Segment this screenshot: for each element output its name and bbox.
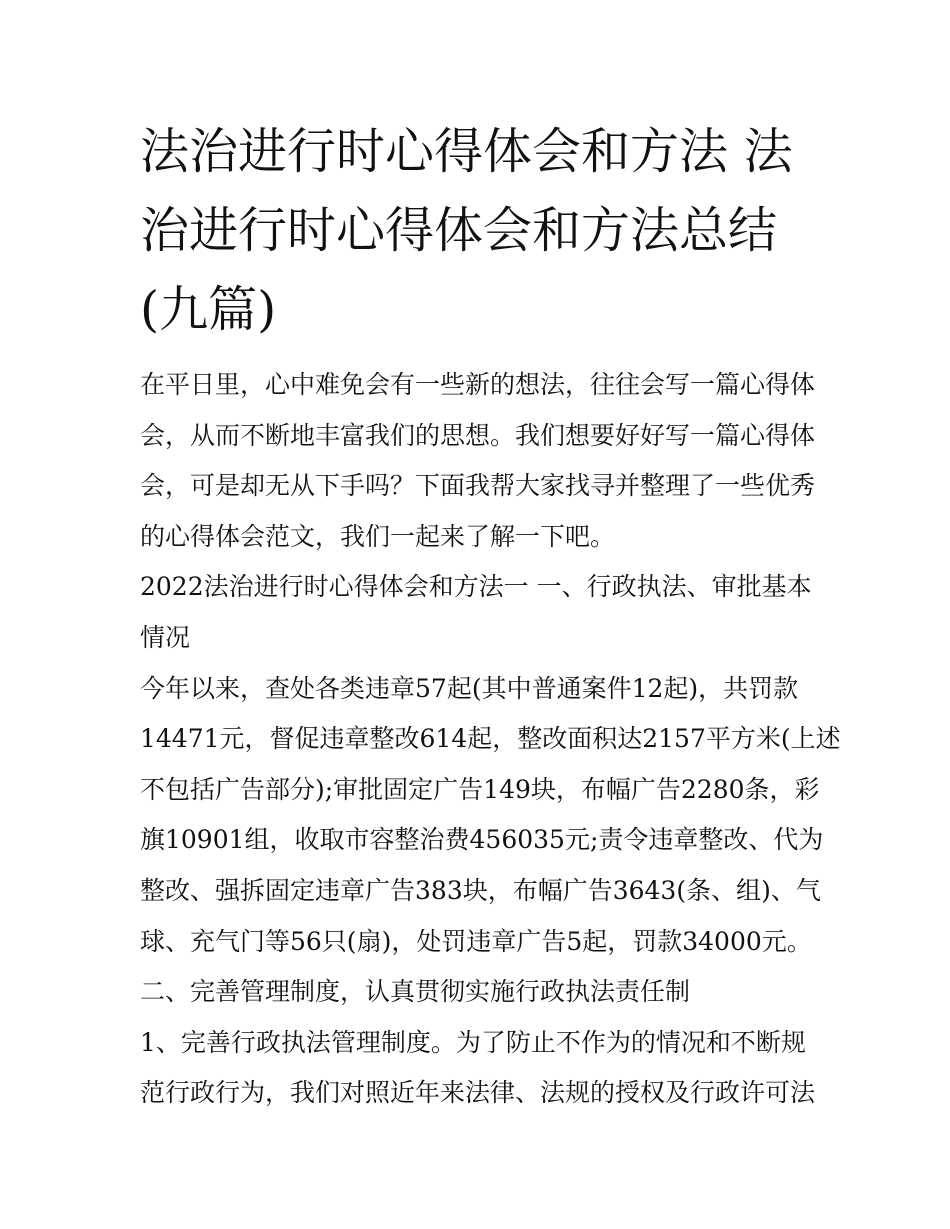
text-line: 范行政行为，我们对照近年来法律、法规的授权及行政许可法 xyxy=(140,1078,816,1108)
text-line: 的心得体会范文，我们一起来了解一下吧。 xyxy=(140,521,616,551)
paragraph-intro xyxy=(140,360,830,562)
text-line: 在平日里，心中难免会有一些新的想法，往往会写一篇心得体 xyxy=(140,370,816,399)
text-line: 会，从而不断地丰富我们的思想。我们想要好好写一篇心得体 xyxy=(140,420,816,450)
text-line: 今年以来，查处各类违章57起(其中普通案件12起)，共罚款 xyxy=(140,673,799,703)
section-heading-2 xyxy=(140,967,830,1018)
text-line: 旗10901组，收取市容整治费456035元;责令违章整改、代为 xyxy=(140,825,824,855)
text-line: 会，可是却无从下手吗？下面我帮大家找寻并整理了一些优秀 xyxy=(140,471,816,501)
text-line: 整改、强拆固定违章广告383块，布幅广告3643(条、组)、气 xyxy=(140,875,821,905)
text-line: 不包括广告部分);审批固定广告149块，布幅广告2280条，彩 xyxy=(140,774,820,804)
text-line: 2022法治进行时心得体会和方法一 一、行政执法、审批基本 xyxy=(140,572,812,602)
title-line: (九篇) xyxy=(140,281,277,338)
title-line: 法治进行时心得体会和方法 法 xyxy=(140,123,793,180)
text-line: 二、完善管理制度，认真贯彻实施行政执法责任制 xyxy=(140,977,691,1007)
document-title xyxy=(140,112,830,349)
title-line: 治进行时心得体会和方法总结 xyxy=(140,202,778,259)
document-body xyxy=(140,360,841,1119)
paragraph-statistics xyxy=(140,664,841,968)
text-line: 球、充气门等56只(扇)，处罚违章广告5起，罚款34000元。 xyxy=(140,926,812,956)
section-heading-1 xyxy=(140,562,830,663)
text-line: 1、完善行政执法管理制度。为了防止不作为的情况和不断规 xyxy=(140,1027,806,1057)
text-line: 情况 xyxy=(140,622,191,652)
paragraph-management xyxy=(140,1018,830,1119)
text-line: 14471元，督促违章整改614起，整改面积达2157平方米(上述 xyxy=(140,724,841,754)
